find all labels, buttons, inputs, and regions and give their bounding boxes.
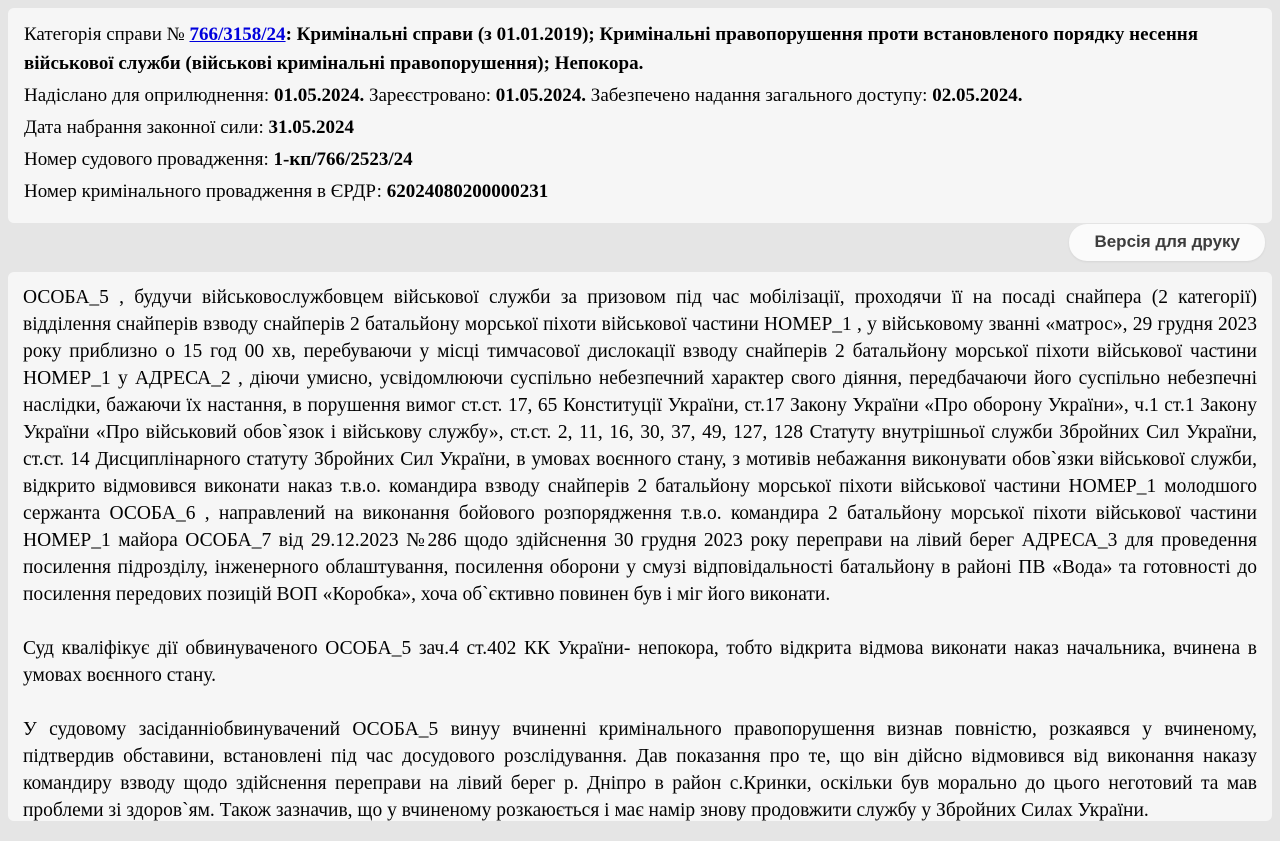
legal-force-date: 31.05.2024 bbox=[268, 117, 354, 138]
document-paragraph-facts: ОСОБА_5 , будучи військовослужбовцем військової служби за призовом під час мобілізації, проходячи її на посаді снайпера (2 категорії) відділення снайперів взводу снайперів 2 батальйону морської піхоти військової частини НОМЕР_1 , у військовому званні «матрос», 29 грудня 2023 року приблизно о 15 год 00 хв, перебуваючи у місці тимчасової дислокації взводу снайперів 2 батальйону морської піхоти військової частини НОМЕР_1 у АДРЕСА_2 , діючи умисно, усвідомлюючи суспільно небезпечний характер свого діяння, передбачаючи його суспільно небезпечні наслідки, бажаючи їх настання, в порушення вимог ст.ст. 17, 65 Конституції України, ст.17 Закону України «Про оборону України», ч.1 ст.1 Закону України «Про військовий обов`язок і військову службу», ст.ст. 2, 11, 16, 30, 37, 49, 127, 128 Статуту внутрішньої служби Збройних Сил України, ст.ст. 14 Дисциплінарного статуту Збройних Сил України, в умовах воєнного стану, з мотивів небажання виконувати обов`язки військової служби, відкрито відмовився виконати наказ т.в.о. командира взводу снайперів 2 батальйону морської піхоти військової частини НОМЕР_1 молодшого сержанта ОСОБА_6 , направлений на виконання бойового розпорядження т.в.о. командира 2 батальйону морської піхоти військової частини НОМЕР_1 майора ОСОБА_7 від 29.12.2023 №286 щодо здійснення 30 грудня 2023 року переправи на лівий берег АДРЕСА_3 для проведення посилення підрозділу, інженерного облаштування, посилення оборони у смузі відповідальності батальйону в районі ПВ «Вода» та готовності до посилення передових позицій ВОП «Коробка», хоча об`єктивно повинен був і міг його виконати. bbox=[23, 287, 1257, 605]
case-category-label: Категорія справи № bbox=[24, 24, 190, 45]
registered-date: 01.05.2024. bbox=[495, 85, 587, 106]
document-paragraph-qualification: Суд кваліфікує дії обвинуваченого ОСОБА_5 зач.4 ст.402 КК України- непокора, тобто відкрита відмова виконати наказ начальника, вчинена в умовах воєнного стану. bbox=[23, 638, 1257, 686]
publication-dates-line bbox=[24, 81, 1254, 110]
erdr-number: 62024080200000231 bbox=[386, 181, 549, 202]
court-proceeding-line bbox=[24, 145, 1254, 174]
case-category-value: Кримінальні справи (з 01.01.2019); Кримінальні правопорушення проти встановленого порядку несення військової служби (військові кримінальні правопорушення); Непокора. bbox=[24, 24, 1199, 74]
case-category-line bbox=[24, 20, 1254, 78]
print-version-button[interactable]: Версія для друку bbox=[1069, 224, 1265, 261]
document-text-panel bbox=[8, 272, 1272, 821]
access-label: Забезпечено надання загального доступу: bbox=[586, 85, 933, 106]
case-category-separator: : bbox=[285, 24, 297, 45]
case-info-panel bbox=[8, 8, 1272, 223]
case-number-link[interactable]: 766/3158/24 bbox=[189, 24, 286, 45]
erdr-label: Номер кримінального провадження в ЄРДР: bbox=[24, 181, 387, 202]
registered-label: Зареєстровано: bbox=[364, 85, 496, 106]
document-paragraph-testimony: У судовому засіданніобвинувачений ОСОБА_5 винуу вчиненні кримінального правопорушення визнав повністю, розкаявся у вчиненому, підтвердив обставини, встановлені під час досудового розслідування. Дав показання про те, що він дійсно відмовився від виконання наказу командиру взводу щодо здійснення переправи на лівий берег р. Дніпро в район с.Кринки, оскільки був морально до цього неготовий та мав проблеми зі здоров`ям. Також зазначив, що у вчиненому розкаюється і має намір знову продовжити службу у Збройних Силах України. bbox=[23, 719, 1257, 821]
legal-force-line bbox=[24, 113, 1254, 142]
court-proceeding-number: 1-кп/766/2523/24 bbox=[273, 149, 413, 170]
access-date: 02.05.2024. bbox=[932, 85, 1023, 106]
court-proceeding-label: Номер судового провадження: bbox=[24, 149, 274, 170]
sent-label: Надіслано для оприлюднення: bbox=[24, 85, 274, 106]
erdr-line bbox=[24, 177, 1254, 206]
sent-date: 01.05.2024. bbox=[273, 85, 365, 106]
legal-force-label: Дата набрання законної сили: bbox=[24, 117, 269, 138]
toolbar bbox=[8, 224, 1272, 264]
